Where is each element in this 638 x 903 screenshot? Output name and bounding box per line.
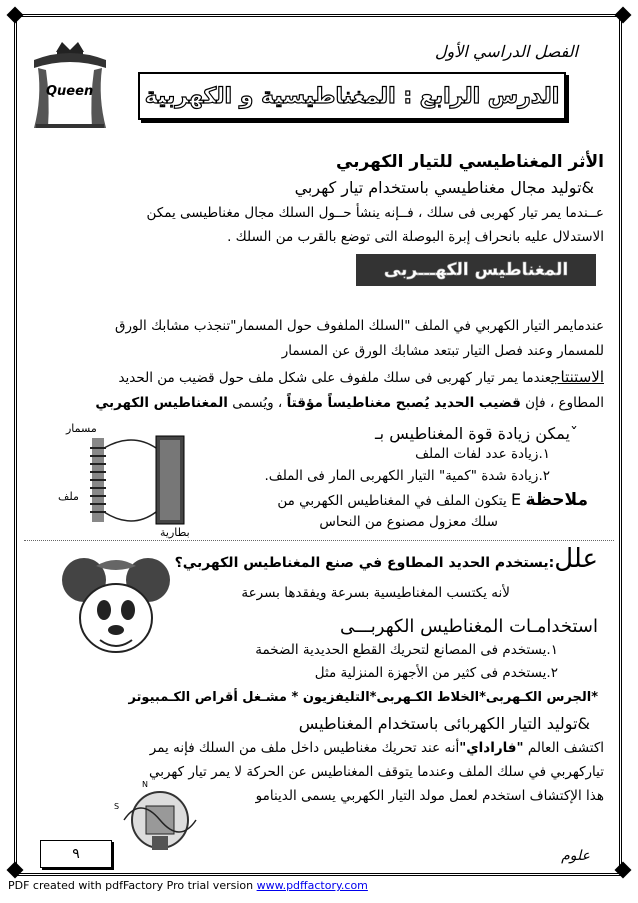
electromagnet-diagram-icon (52, 418, 212, 542)
question-label: علل (554, 544, 598, 574)
list-item: ١.زيادة عدد لفات الملف (415, 446, 550, 462)
scientist-name: "فاراداي" (459, 740, 524, 756)
conclusion-text: عندما يمر تيار كهربى فى سلك ملفوف على شكل ملف حول قضيب من الحديد (118, 370, 552, 386)
definition-start: المطاوع ، فإن (525, 395, 604, 411)
faraday-line (30, 740, 604, 756)
appliances-list: *الجرس الكـهربى*الخلاط الكـهربى*التليفزيون * مشـغل أقراص الكـمبيوتر (128, 690, 598, 705)
dynamo-diagram-icon (110, 780, 210, 854)
note-label: ملاحظة (525, 490, 588, 510)
lesson-title-box (138, 72, 566, 120)
pdf-footer (8, 879, 368, 892)
conclusion-label: الاستنتاج (551, 368, 604, 386)
dynamo-figure (110, 780, 210, 854)
electromagnet-title: المغناطيس الكهـــربى (383, 260, 569, 280)
queen-logo (24, 38, 116, 132)
electromagnet-title-box (356, 254, 596, 286)
subject-label: علوم (561, 848, 590, 864)
note-line (277, 490, 588, 510)
footer-text: PDF created with pdfFactory Pro trial version (8, 879, 254, 892)
definition-line (30, 395, 604, 411)
note-line-2: سلك معزول مصنوع من النحاس (319, 514, 498, 530)
section-heading-magnetic-effect: الأثر المغناطيسي للتيار الكهربي (335, 152, 604, 172)
lesson-title: الدرس الرابع : المغناطيسية و الكهربية (144, 83, 560, 109)
paragraph-line: عــندما يمر تيار كهربى فى سلك ، فــإنه ينشأ حــول السلك مجال مغناطيسى يمكن (146, 205, 604, 221)
question-answer: لأنه يكتسب المغناطيسية بسرعة ويفقدها بسرعة (241, 585, 510, 601)
note-text: يتكون الملف في المغناطيس الكهربي من (277, 493, 507, 509)
south-pole-label: S (114, 802, 120, 811)
question-text: :يستخدم الحديد المطاوع في صنع المغناطيس الكهربي؟ (174, 555, 555, 571)
increase-strength-heading: ˇيمكن زيادة قوة المغناطيس بـ (374, 424, 578, 443)
paragraph-line: الاستدلال عليه بانحراف إبرة البوصلة التى توضع بالقرب من السلك . (227, 229, 604, 245)
list-item: ٢.زيادة شدة "كمية" التيار الكهربى المار فى الملف. (264, 468, 550, 484)
generation-heading: &توليد التيار الكهربائى باستخدام المغناطيس (298, 714, 590, 733)
footer-link[interactable]: www.pdffactory.com (256, 879, 368, 892)
note-icon: E (511, 490, 522, 509)
paragraph-line: عندمايمر التيار الكهربي في الملف "السلك الملفوف حول المسمار"تنجذب مشابك الورق (114, 318, 604, 334)
uses-heading: استخدامـات المغناطيس الكهربـــى (339, 616, 598, 637)
electromagnet-term: المغناطيس الكهربي (95, 395, 228, 411)
nail-label: مسمار (66, 422, 97, 435)
list-item: ١.يستخدم فى المصانع لتحريك القطع الحديدية الضخمة (255, 642, 558, 658)
conclusion-line (30, 368, 604, 386)
definition-mid: ، ويُسمى (232, 395, 283, 411)
battery-label: بطارية (160, 526, 190, 539)
faraday-start: اكتشف العالم (527, 740, 604, 756)
paragraph-line: للمسمار وعند فصل التيار تبتعد مشابك الورق عن المسمار (281, 343, 604, 359)
question-line (175, 544, 598, 574)
paragraph-line: تياركهربي في سلك الملف وعندما يتوقف المغناطيس عن الحركة لا يمر تيار كهربي (148, 764, 604, 780)
subheading-field-from-current: &توليد مجال مغناطيسي باستخدام تيار كهربي (294, 178, 594, 197)
faraday-end: أنه عند تحريك مغناطيس داخل ملف من السلك فإنه يمر (149, 740, 460, 756)
definition-bold: قضيب الحديد يُصبح مغناطيساً مؤقتاً (286, 395, 521, 411)
logo-text: Queen (46, 84, 94, 99)
cartoon-mouse-icon (56, 552, 176, 672)
coil-label: ملف (58, 490, 79, 503)
dynamo-line: هذا الإكتشاف استخدم لعمل مولد التيار الكهربي يسمى الدينامو (255, 788, 604, 804)
electromagnet-figure (52, 418, 212, 542)
list-item: ٢.يستخدم فى كثير من الأجهزة المنزلية مثل (314, 665, 558, 681)
divider (24, 540, 614, 541)
cartoon-decoration (56, 552, 176, 672)
page-number: ٩ (40, 840, 112, 868)
north-pole-label: N (142, 780, 148, 789)
semester-label: الفصل الدراسي الأول (434, 42, 578, 61)
